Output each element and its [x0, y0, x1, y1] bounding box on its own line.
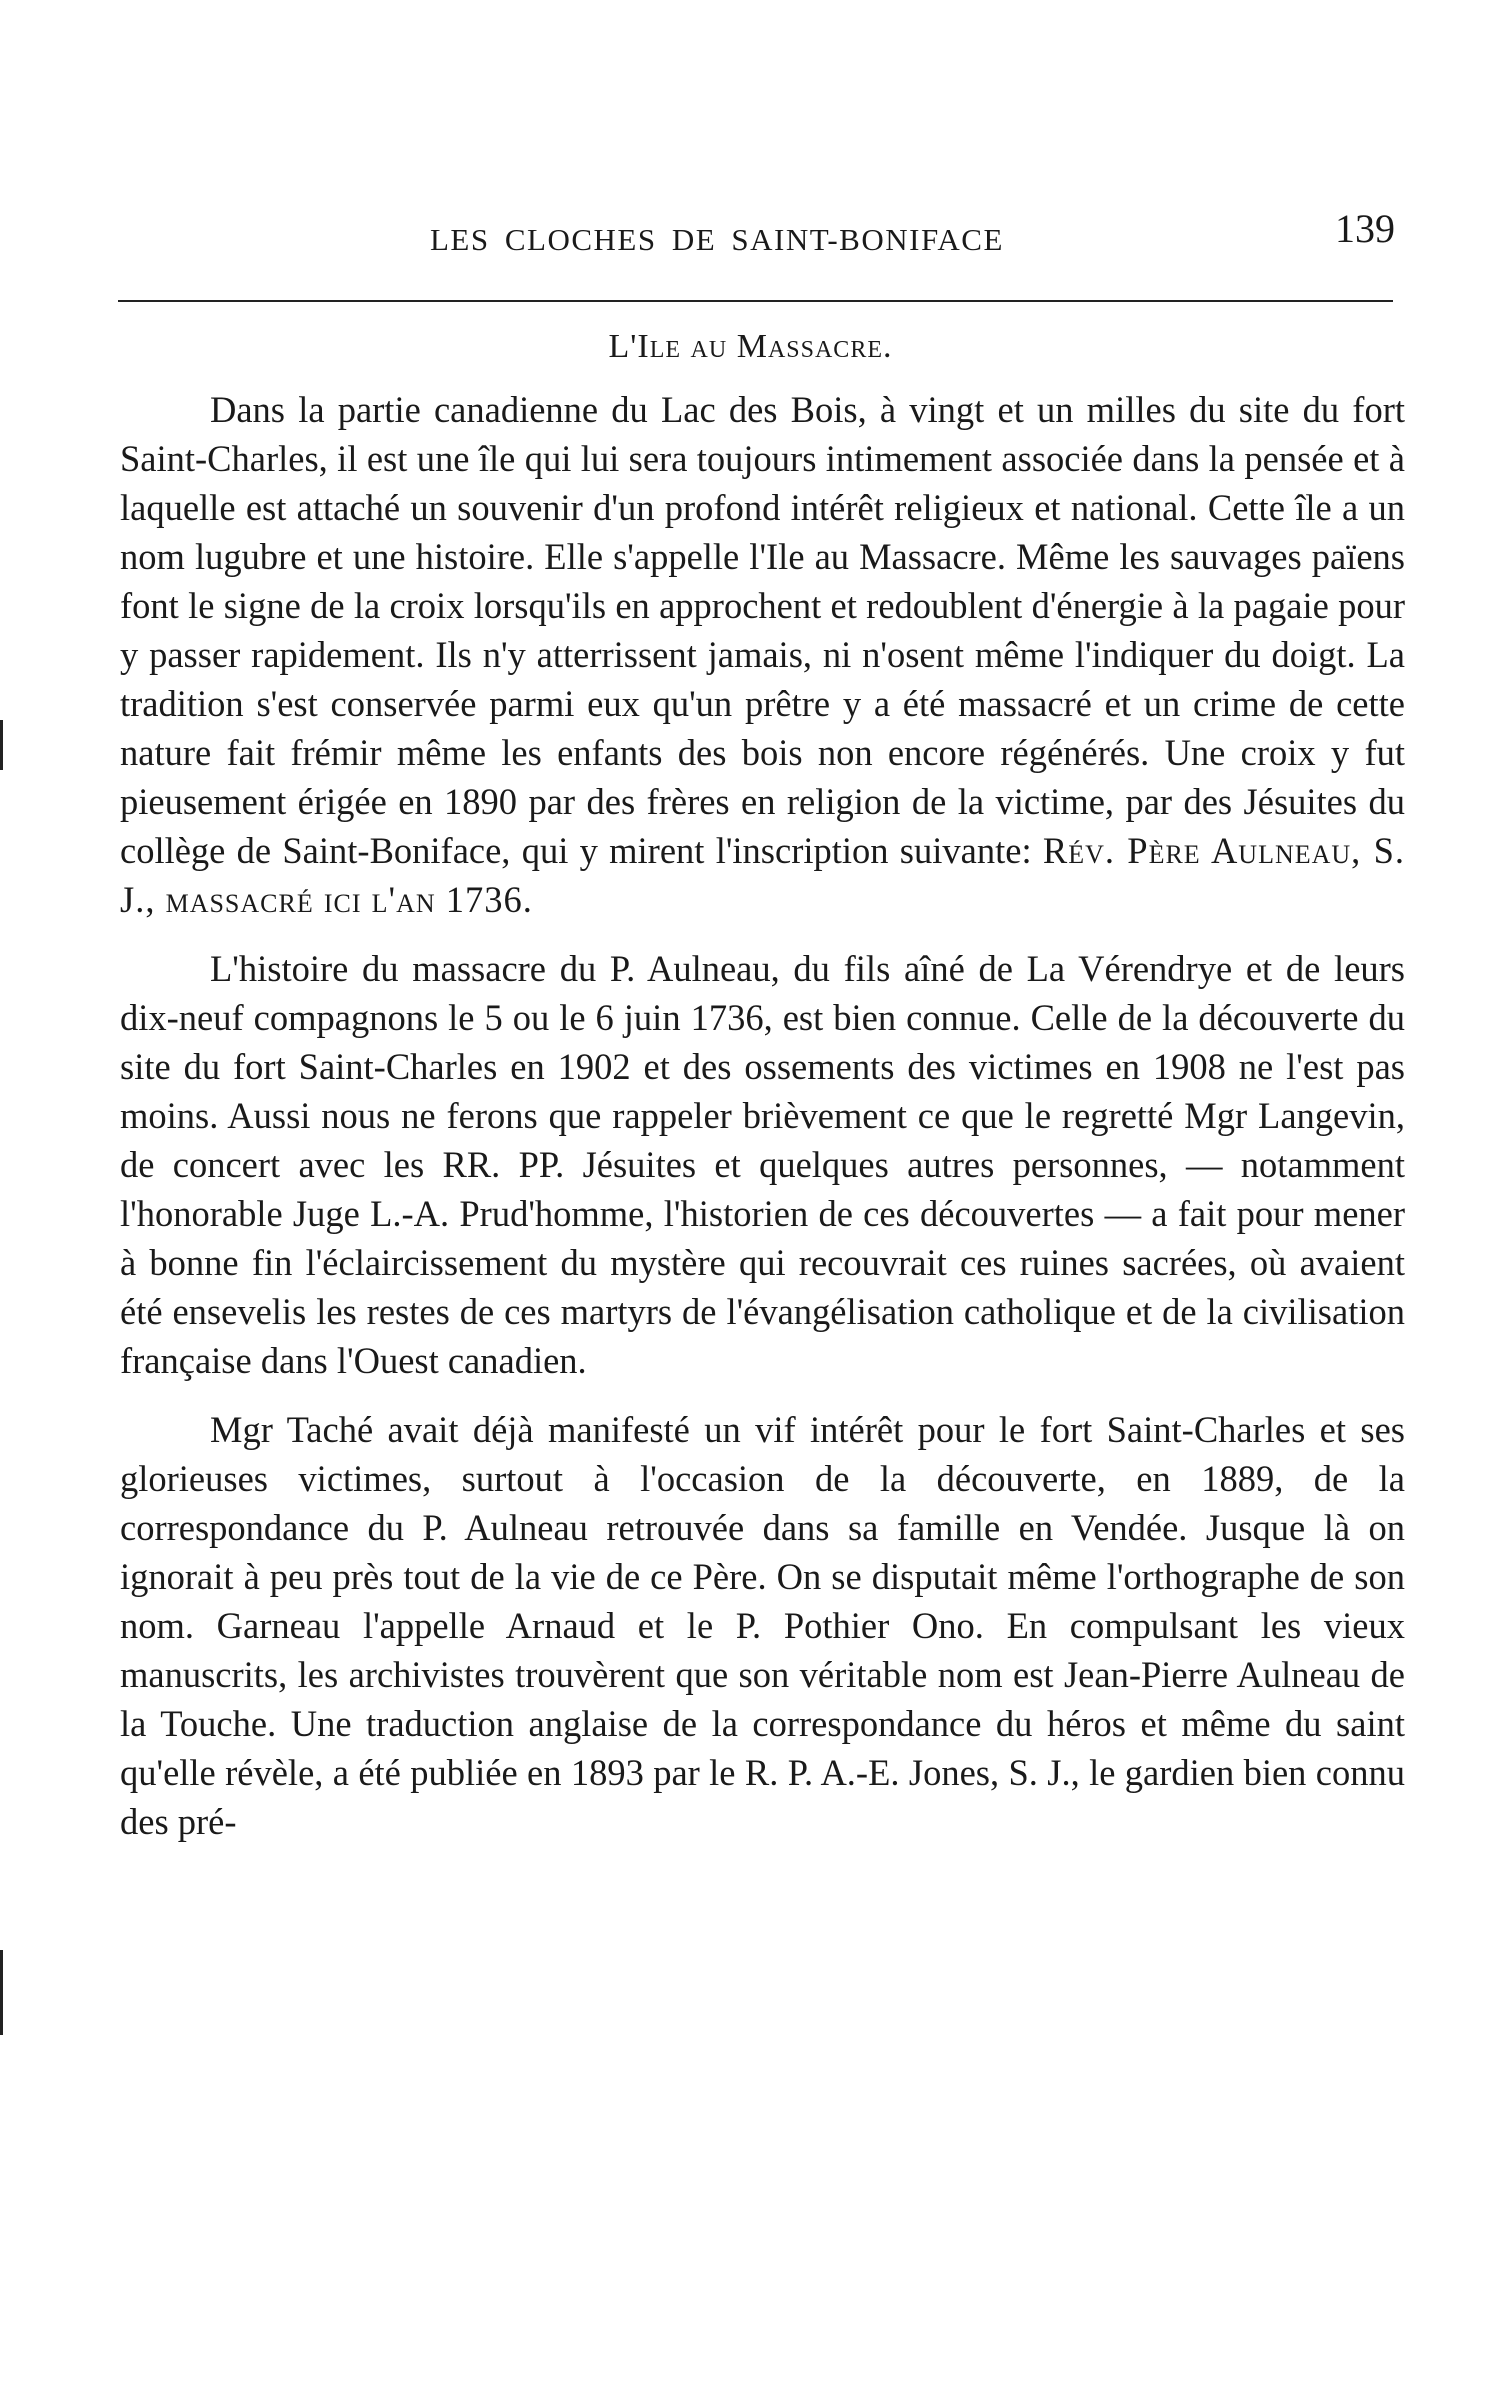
header-rule — [118, 300, 1393, 302]
inscription-text: Rév. Père Aulneau, S. J., massacré ici l'an 1736. — [120, 830, 1405, 920]
margin-mark — [0, 720, 3, 770]
margin-mark — [0, 1950, 3, 2035]
paragraph-1 — [120, 385, 1405, 924]
paragraph-1-text: Dans la partie canadienne du Lac des Bois, à vingt et un milles du site du fort Saint-Charles, il est une île qui lui sera toujours intimement associée dans la pensée et à laquelle est attaché un souvenir d'un profond intérêt religieux et national. Cette île a un nom lugubre et une histoire. Elle s'appelle l'Ile au Massacre. Même les sauvages païens font le signe de la croix lorsqu'ils en approchent et redoublent d'énergie à la pagaie pour y passer rapidement. Ils n'y atterrissent jamais, ni n'osent même l'indiquer du doigt. La tradition s'est conservée parmi eux qu'un prêtre y a été massacré et un crime de cette nature fait frémir même les enfants des bois non encore régénérés. Une croix y fut pieusement érigée en 1890 par des frères en religion de la victime, par des Jésuites du collège de Saint-Boniface, qui y mirent l'inscription suivante: — [120, 389, 1405, 871]
body-text — [120, 385, 1405, 1866]
running-title: LES CLOCHES DE SAINT-BONIFACE — [430, 222, 1004, 257]
page-number: 139 — [1335, 206, 1395, 251]
paragraph-2: L'histoire du massacre du P. Aulneau, du fils aîné de La Vérendrye et de leurs dix-neuf compagnons le 5 ou le 6 juin 1736, est bien connue. Celle de la découverte du site du fort Saint-Charles en 1902 et des ossements des victimes en 1908 ne l'est pas moins. Aussi nous ne ferons que rappeler brièvement ce que le regretté Mgr Langevin, de concert avec les RR. PP. Jésuites et quelques autres personnes, — notamment l'honorable Juge L.-A. Prud'homme, l'historien de ces découvertes — a fait pour mener à bonne fin l'éclaircissement du mystère qui recouvrait ces ruines sacrées, où avaient été ensevelis les restes de ces martyrs de l'évangélisation catholique et de la civilisation française dans l'Ouest canadien. — [120, 948, 1405, 1381]
section-title: L'Ile au Massacre. — [608, 328, 893, 365]
paragraph-3: Mgr Taché avait déjà manifesté un vif intérêt pour le fort Saint-Charles et ses glorieuses victimes, surtout à l'occasion de la découverte, en 1889, de la correspondance du P. Aulneau retrouvée dans sa famille en Vendée. Jusque là on ignorait à peu près tout de la vie de ce Père. On se disputait même l'orthographe de son nom. Garneau l'appelle Arnaud et le P. Pothier Ono. En compulsant les vieux manuscrits, les archivistes trouvèrent que son véritable nom est Jean-Pierre Aulneau de la Touche. Une traduction anglaise de la correspondance du héros et même du saint qu'elle révèle, a été publiée en 1893 par le R. P. A.-E. Jones, S. J., le gardien bien connu des pré- — [120, 1409, 1405, 1842]
